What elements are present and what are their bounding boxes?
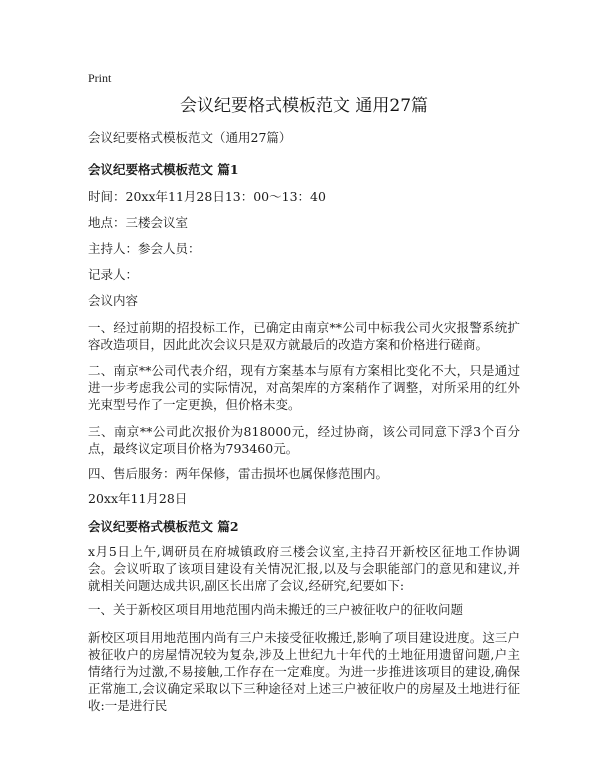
print-label[interactable]: Print xyxy=(88,71,112,85)
meeting-host: 主持人：参会人员： xyxy=(88,241,201,256)
section2-intro: x月5日上午,调研员在府城镇政府三楼会议室,主持召开新校区征地工作协调会。会议听取了该项目建设有关情况汇报,以及与会职能部门的意见和建议,并就相关问题达成共识,副区长出席了会议,经研究,纪要如下: xyxy=(88,544,520,593)
meeting-recorder: 记录人： xyxy=(88,267,139,282)
meeting-date: 20xx年11月28日 xyxy=(88,491,188,506)
document-title: 会议纪要格式模板范文 通用27篇 xyxy=(179,96,429,116)
meeting-item-1: 一、经过前期的招投标工作，已确定由南京**公司中标我公司火灾报警系统扩容改造项目，因此此次会议只是双方就最后的改造方案和价格进行磋商。 xyxy=(88,320,520,352)
meeting-item-3: 三、南京**公司此次报价为818000元，经过协商，该公司同意下浮3个百分点，最终议定项目价格为793460元。 xyxy=(88,424,520,456)
meeting-place: 地点：三楼会议室 xyxy=(88,215,189,230)
meeting-time: 时间：20xx年11月28日13：00～13：40 xyxy=(88,189,326,204)
section-heading-1: 会议纪要格式模板范文 篇1 xyxy=(88,162,239,177)
meeting-content-label: 会议内容 xyxy=(88,293,139,308)
section-heading-2: 会议纪要格式模板范文 篇2 xyxy=(88,519,239,534)
section2-point-1-body: 新校区项目用地范围内尚有三户未接受征收搬迁,影响了项目建设进度。这三户被征收户的房屋情况较为复杂,涉及上世纪九十年代的土地征用遗留问题,户主情绪行为过激,不易接触,工作存在一定难度。为进一步推进该项目的建设,确保正常施工,会议确定采取以下三种途径对上述三户被征收户的房屋及土地进行征收:一是进行民 xyxy=(88,630,520,713)
meeting-item-4: 四、售后服务：两年保修，雷击损坏也属保修范围内。 xyxy=(88,466,389,481)
document-subtitle: 会议纪要格式模板范文（通用27篇） xyxy=(88,130,292,145)
section2-point-1: 一、关于新校区项目用地范围内尚未搬迁的三户被征收户的征收问题 xyxy=(88,602,464,617)
meeting-item-2: 二、南京**公司代表介绍，现有方案基本与原有方案相比变化不大，只是通过进一步考虑我公司的实际情况，对高架库的方案稍作了调整，对所采用的红外光束型号作了一定更换，但价格未变。 xyxy=(88,363,520,412)
